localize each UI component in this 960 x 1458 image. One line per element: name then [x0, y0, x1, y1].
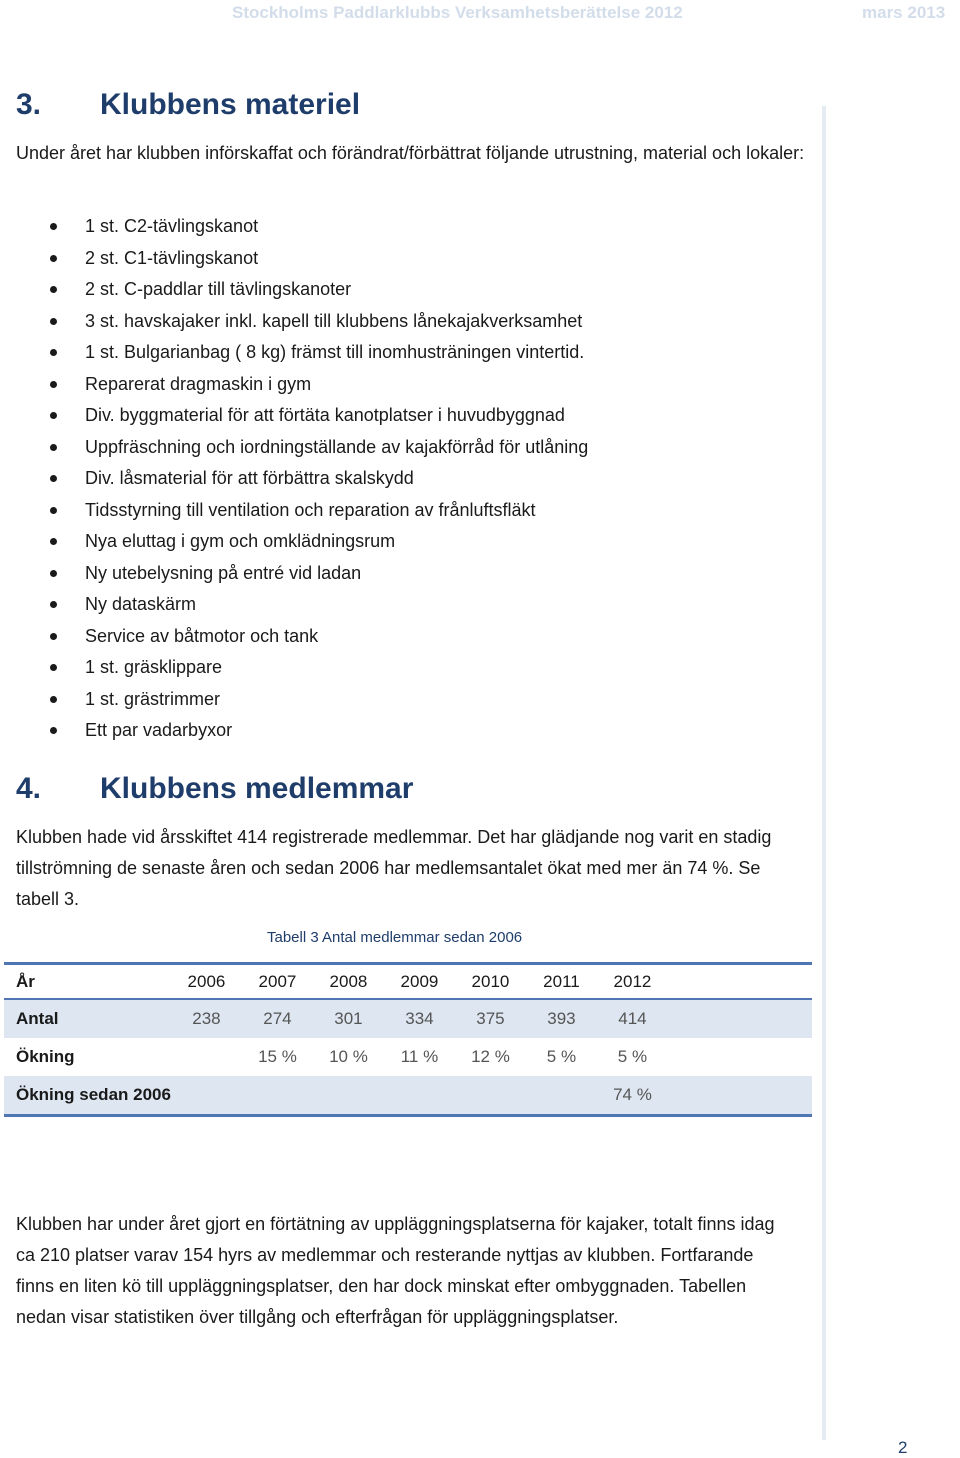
- table-cell: 74 %: [597, 1076, 668, 1116]
- list-item: [0, 621, 588, 653]
- table-row: [4, 1038, 812, 1076]
- table-cell: 334: [384, 999, 455, 1038]
- bullet-icon: [50, 255, 57, 262]
- section-3-number: 3.: [16, 88, 42, 121]
- list-item-text: Reparerat dragmaskin i gym: [85, 373, 312, 394]
- bullet-icon: [50, 381, 57, 388]
- bullet-icon: [50, 475, 57, 482]
- bullet-icon: [50, 570, 57, 577]
- table-cell: 2011: [526, 964, 597, 1000]
- list-item: [0, 495, 588, 527]
- bullet-icon: [50, 286, 57, 293]
- materiel-list: [0, 211, 588, 747]
- page-number: 2: [898, 1438, 908, 1457]
- table-cell: [242, 1076, 313, 1116]
- table-cell: [384, 1076, 455, 1116]
- members-table: [4, 962, 812, 1117]
- bullet-icon: [50, 318, 57, 325]
- bullet-icon: [50, 601, 57, 608]
- list-item-text: Service av båtmotor och tank: [85, 625, 319, 646]
- table-cell: 15 %: [258, 1047, 297, 1066]
- list-item: [0, 589, 588, 621]
- table-filler-cell: [668, 964, 812, 1000]
- list-item: [0, 274, 588, 306]
- table-cell: 5 %: [546, 1047, 577, 1066]
- table-cell: 301: [313, 999, 384, 1038]
- list-item-text: Ett par vadarbyxor: [85, 720, 233, 740]
- list-item-text: Div. låsmaterial för att förbättra skalskydd: [85, 468, 414, 488]
- row-label: Ökning sedan 2006: [4, 1076, 171, 1116]
- side-rule: [822, 106, 826, 1440]
- row-label: Antal: [4, 999, 171, 1038]
- list-item-text: Tidsstyrning till ventilation och reparation av frånluftsfläkt: [85, 499, 536, 520]
- table-cell: 2007: [242, 964, 313, 1000]
- table-cell: 2006: [171, 964, 242, 1000]
- list-item: [0, 337, 588, 369]
- list-item: [0, 463, 588, 495]
- section-3-heading: [16, 88, 360, 122]
- list-item: [0, 306, 588, 338]
- table-cell: 238: [171, 999, 242, 1038]
- list-item-text: Ny dataskärm: [85, 594, 197, 614]
- list-item-text: 1 st. Bulgarianbag ( 8 kg) främst till inomhusträningen vintertid.: [85, 342, 585, 362]
- table-cell: 2009: [384, 964, 455, 1000]
- list-item: [0, 652, 588, 684]
- list-item: [0, 243, 588, 275]
- section-4-title: Klubbens medlemmar: [100, 772, 414, 805]
- list-item-text: 2 st. C1-tävlingskanot: [85, 247, 259, 268]
- bullet-icon: [50, 349, 57, 356]
- bullet-icon: [50, 727, 57, 734]
- table-cell: 5 %: [617, 1047, 648, 1066]
- table-row: [4, 1076, 812, 1116]
- table-filler-cell: [668, 1038, 812, 1076]
- list-item: [0, 558, 588, 590]
- table-caption: Tabell 3 Antal medlemmar sedan 2006: [267, 929, 523, 946]
- table-cell: 2010: [455, 964, 526, 1000]
- list-item-text: 2 st. C-paddlar till tävlingskanoter: [85, 279, 352, 299]
- bullet-icon: [50, 633, 57, 640]
- section-4-number: 4.: [16, 772, 42, 805]
- row-label: År: [4, 964, 171, 1000]
- section-4-heading: [16, 772, 413, 806]
- table-cell: 10 %: [329, 1047, 368, 1066]
- table-cell: [526, 1076, 597, 1116]
- list-item: [0, 715, 588, 747]
- list-item-text: 3 st. havskajaker inkl. kapell till klubbens lånekajakverksamhet: [85, 310, 583, 331]
- table-cell: 375: [455, 999, 526, 1038]
- list-item-text: 1 st. grästrimmer: [85, 688, 221, 709]
- table-header-row: [4, 964, 812, 1000]
- table-cell: 274: [242, 999, 313, 1038]
- bullet-icon: [50, 664, 57, 671]
- list-item-text: Uppfräschning och iordningställande av kajakförråd för utlåning: [85, 436, 589, 457]
- list-item: [0, 684, 588, 716]
- table-cell: 12 %: [471, 1047, 510, 1066]
- list-item-text: Ny utebelysning på entré vid ladan: [85, 562, 362, 583]
- running-header-title: Stockholms Paddlarklubbs Verksamhetsberättelse 2012: [232, 3, 683, 22]
- section-3-intro: Under året har klubben införskaffat och förändrat/förbättrat följande utrustning, material och lokaler:: [16, 143, 805, 163]
- table-cell: 2008: [313, 964, 384, 1000]
- bullet-icon: [50, 507, 57, 514]
- table-cell: 414: [597, 999, 668, 1038]
- list-item: [0, 400, 588, 432]
- table-cell: [171, 1038, 242, 1076]
- table-cell: 393: [526, 999, 597, 1038]
- table-cell: 2012: [597, 964, 668, 1000]
- bullet-icon: [50, 696, 57, 703]
- bullet-icon: [50, 223, 57, 230]
- bullet-icon: [50, 538, 57, 545]
- list-item: [0, 432, 588, 464]
- bullet-icon: [50, 412, 57, 419]
- bullet-icon: [50, 444, 57, 451]
- table-cell: [171, 1076, 242, 1116]
- row-label: Ökning: [16, 1047, 75, 1066]
- section-3-title: Klubbens materiel: [100, 88, 361, 121]
- list-item: [0, 211, 588, 243]
- list-item: [0, 369, 588, 401]
- list-item-text: 1 st. gräsklippare: [85, 657, 223, 677]
- table-filler-cell: [668, 999, 812, 1038]
- list-item-text: Div. byggmaterial för att förtäta kanotplatser i huvudbyggnad: [85, 405, 565, 425]
- section-4-paragraph-1: Klubben hade vid årsskiftet 414 registrerade medlemmar. Det har glädjande nog varit en stadig tillströmning de senaste åren och sedan 2006 har medlemsantalet ökat med mer än 74 %. Se tabell 3.: [16, 827, 772, 909]
- table-cell: [313, 1076, 384, 1116]
- list-item-text: 1 st. C2-tävlingskanot: [85, 216, 259, 236]
- list-item-text: Nya eluttag i gym och omklädningsrum: [85, 531, 396, 551]
- list-item: [0, 526, 588, 558]
- table-cell: 11 %: [400, 1047, 439, 1066]
- section-4-paragraph-2: Klubben har under året gjort en förtätning av uppläggningsplatserna för kajaker, totalt finns idag ca 210 platser varav 154 hyrs av medlemmar och resterande nyttjas av klubben. Fortfarande finns en liten kö till uppläggningsplatser, den har dock minskat efter ombyggnaden. Tabellen nedan visar statistiken över tillgång och efterfrågan för uppläggningsplatser.: [16, 1214, 775, 1327]
- table-filler-cell: [668, 1076, 812, 1116]
- table-row: [4, 999, 812, 1038]
- running-header-date: mars 2013: [862, 3, 946, 22]
- table-cell: [455, 1076, 526, 1116]
